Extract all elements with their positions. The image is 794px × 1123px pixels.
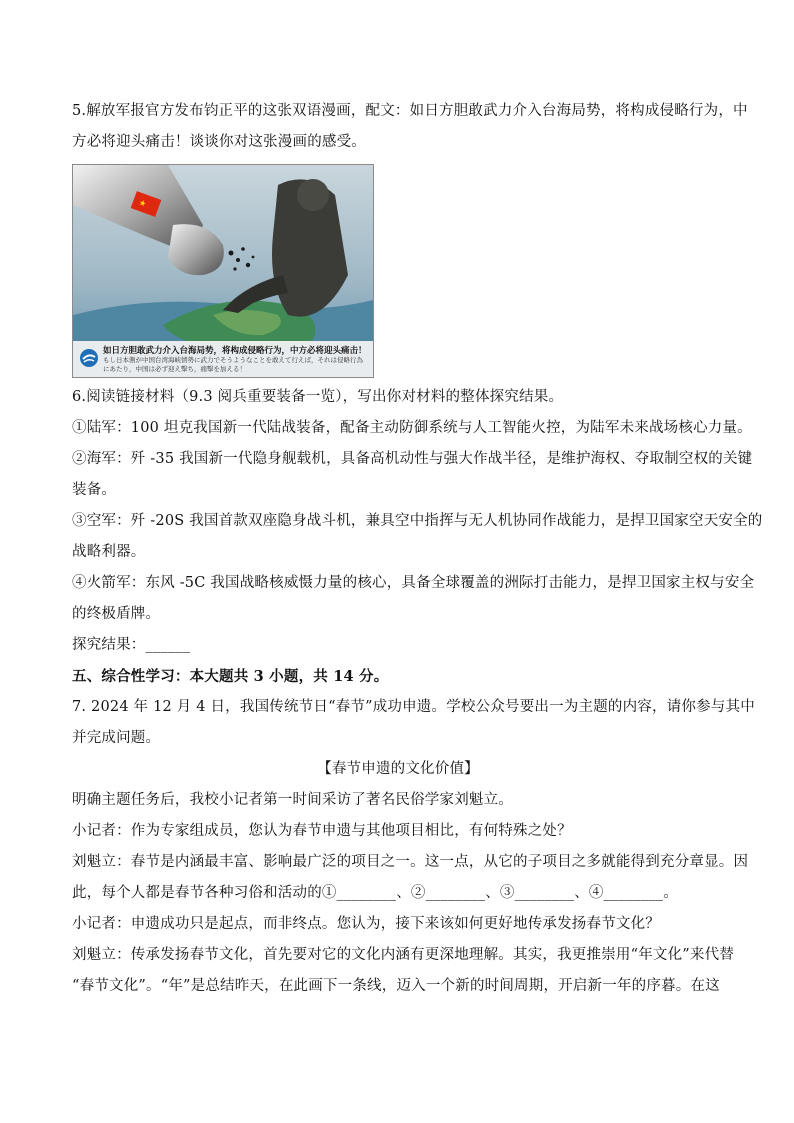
svg-text:★: ★: [137, 197, 148, 209]
section-5-heading: 五、综合性学习：本大题共 3 小题，共 14 分。: [72, 668, 389, 685]
q6-item-army: ①陆军：100 坦克我国新一代陆战装备，配备主动防御系统与人工智能火控，为陆军未来战场核心力量。: [72, 420, 752, 436]
q5-line-2: 方必将迎头痛击！谈谈你对这张漫画的感受。: [72, 134, 366, 150]
q7-para-3a: 刘魁立：春节是内涵最丰富、影响最广泛的项目之一。这一点，从它的子项目之多就能得到充分章显。因: [72, 854, 749, 870]
q6-item-airforce-1: ③空军：歼 -20S 我国首款双座隐身战斗机，兼具空中指挥与无人机协同作战能力，是捍卫国家空天安全的: [72, 513, 763, 529]
cartoon-caption-chinese: 如日方胆敢武力介入台海局势，将构成侵略行为，中方必将迎头痛击！: [103, 346, 367, 356]
q7-para-5b: “春节文化”。“年”是总结昨天，在此画下一条线，迈入一个新的时间周期，开启新一年的序暮。在这: [72, 978, 720, 994]
cartoon-caption-bar: [73, 341, 373, 377]
q6-item-navy-1: ②海军：歼 -35 我国新一代隐身舰载机，具备高机动性与强大作战半径，是维护海权、夺取制空权的关键: [72, 451, 753, 467]
q6-item-rocket-2: 的终极盾牌。: [72, 606, 161, 622]
cartoon-caption-japanese: もし日本側が中国台湾海峡情勢に武力でそうようなことを敢えて行えば，それは侵略行為にあたり，中国は必ず迎え撃ち，痛撃を加える！: [103, 356, 363, 373]
q6-item-navy-2: 装备。: [72, 482, 117, 498]
q7-line-2: 并完成问题。: [72, 730, 161, 746]
page-content: [72, 96, 763, 1002]
q7-line-1: 7. 2024 年 12 月 4 日，我国传统节日“春节”成功申遗。学校公众号要出一为主题的内容，请你参与其中: [72, 699, 755, 715]
q6-item-rocket-1: ④火箭军：东风 -5C 我国战略核威慑力量的核心，具备全球覆盖的洲际打击能力，是捍卫国家主权与安全: [72, 575, 755, 591]
q7-para-4: 小记者：申遗成功只是起点，而非终点。您认为，接下来该如何更好地传承发扬春节文化？: [72, 916, 660, 932]
q7-subtitle: 【春节申遗的文化价值】: [317, 761, 479, 777]
cartoon-image: [72, 164, 374, 378]
q7-para-5a: 刘魁立：传承发扬春节文化，首先要对它的文化内涵有更深地理解。其实，我更推崇用“年文化”来代替: [72, 947, 735, 963]
q6-item-airforce-2: 战略利器。: [72, 544, 146, 560]
q6-intro: 6.阅读链接材料（9.3 阅兵重要装备一览），写出你对材料的整体探究结果。: [72, 389, 564, 405]
newspaper-logo-icon: [79, 348, 99, 368]
q7-para-1: 明确主题任务后，我校小记者第一时间采访了著名民俗学家刘魁立。: [72, 792, 513, 808]
q5-line-1: 5.解放军报官方发布钧正平的这张双语漫画，配文：如日方胆敢武力介入台海局势，将构成侵略行为，中: [72, 103, 748, 119]
q6-result: 探究结果：______: [72, 637, 191, 653]
q7-para-3b: 此，每个人都是春节各种习俗和活动的①________、②________、③________、④________。: [72, 885, 678, 901]
q7-para-2: 小记者：作为专家组成员，您认为春节申遗与其他项目相比，有何特殊之处？: [72, 823, 572, 839]
